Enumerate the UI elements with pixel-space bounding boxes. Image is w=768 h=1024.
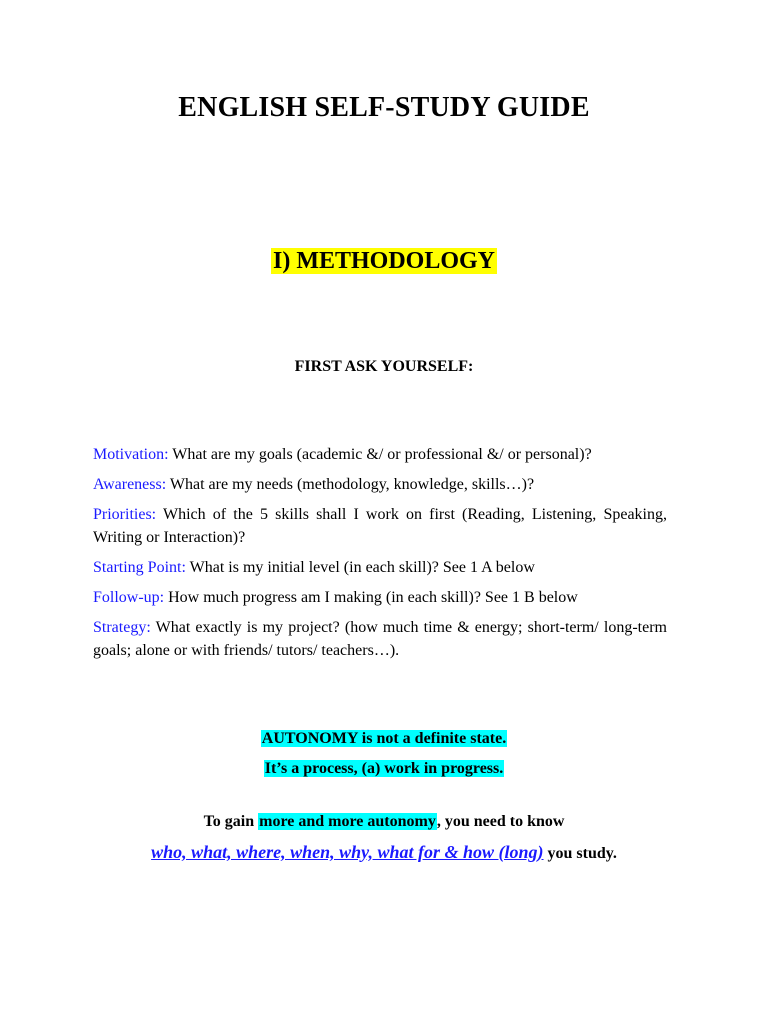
question-label: Priorities: [93,506,157,523]
subheading: FIRST ASK YOURSELF: [294,358,474,375]
question-awareness [93,473,667,496]
gain-highlight: more and more autonomy [259,813,436,830]
section-heading [0,248,768,275]
question-strategy [93,616,667,662]
gain-prefix: To gain [203,813,259,830]
question-label: Starting Point: [93,559,186,576]
section-heading-text: I) METHODOLOGY [272,248,495,274]
autonomy-line-1: AUTONOMY is not a definite state. [261,730,507,747]
document-title: ENGLISH SELF-STUDY GUIDE [178,92,590,123]
wh-questions-link[interactable]: who, what, where, when, why, what for & how (long) [151,842,544,862]
question-priorities [93,503,667,549]
autonomy-statement [0,724,768,784]
autonomy-line-2: It’s a process, (a) work in progress. [264,760,504,777]
question-follow-up [93,586,667,609]
question-text: What are my goals (academic &/ or professional &/ or personal)? [168,446,592,463]
gain-autonomy-line [0,813,768,831]
question-motivation [93,443,667,466]
question-text: What are my needs (methodology, knowledge, skills…)? [166,476,535,493]
question-text: How much progress am I making (in each skill)? See 1 B below [164,589,578,606]
wh-suffix: you study. [543,845,617,862]
question-text: Which of the 5 skills shall I work on first (Reading, Listening, Speaking, Writing or Interaction)? [93,506,667,546]
question-starting-point [93,556,667,579]
question-label: Strategy: [93,619,151,636]
question-label: Awareness: [93,476,167,493]
question-list [93,443,667,669]
question-label: Follow-up: [93,589,165,606]
wh-questions-line [0,842,768,863]
question-text: What is my initial level (in each skill)? See 1 A below [185,559,535,576]
question-text: What exactly is my project? (how much time & energy; short-term/ long-term goals; alone or with friends/ tutors/ teachers…). [93,619,667,659]
question-label: Motivation: [93,446,169,463]
gain-suffix: , you need to know [436,813,565,830]
